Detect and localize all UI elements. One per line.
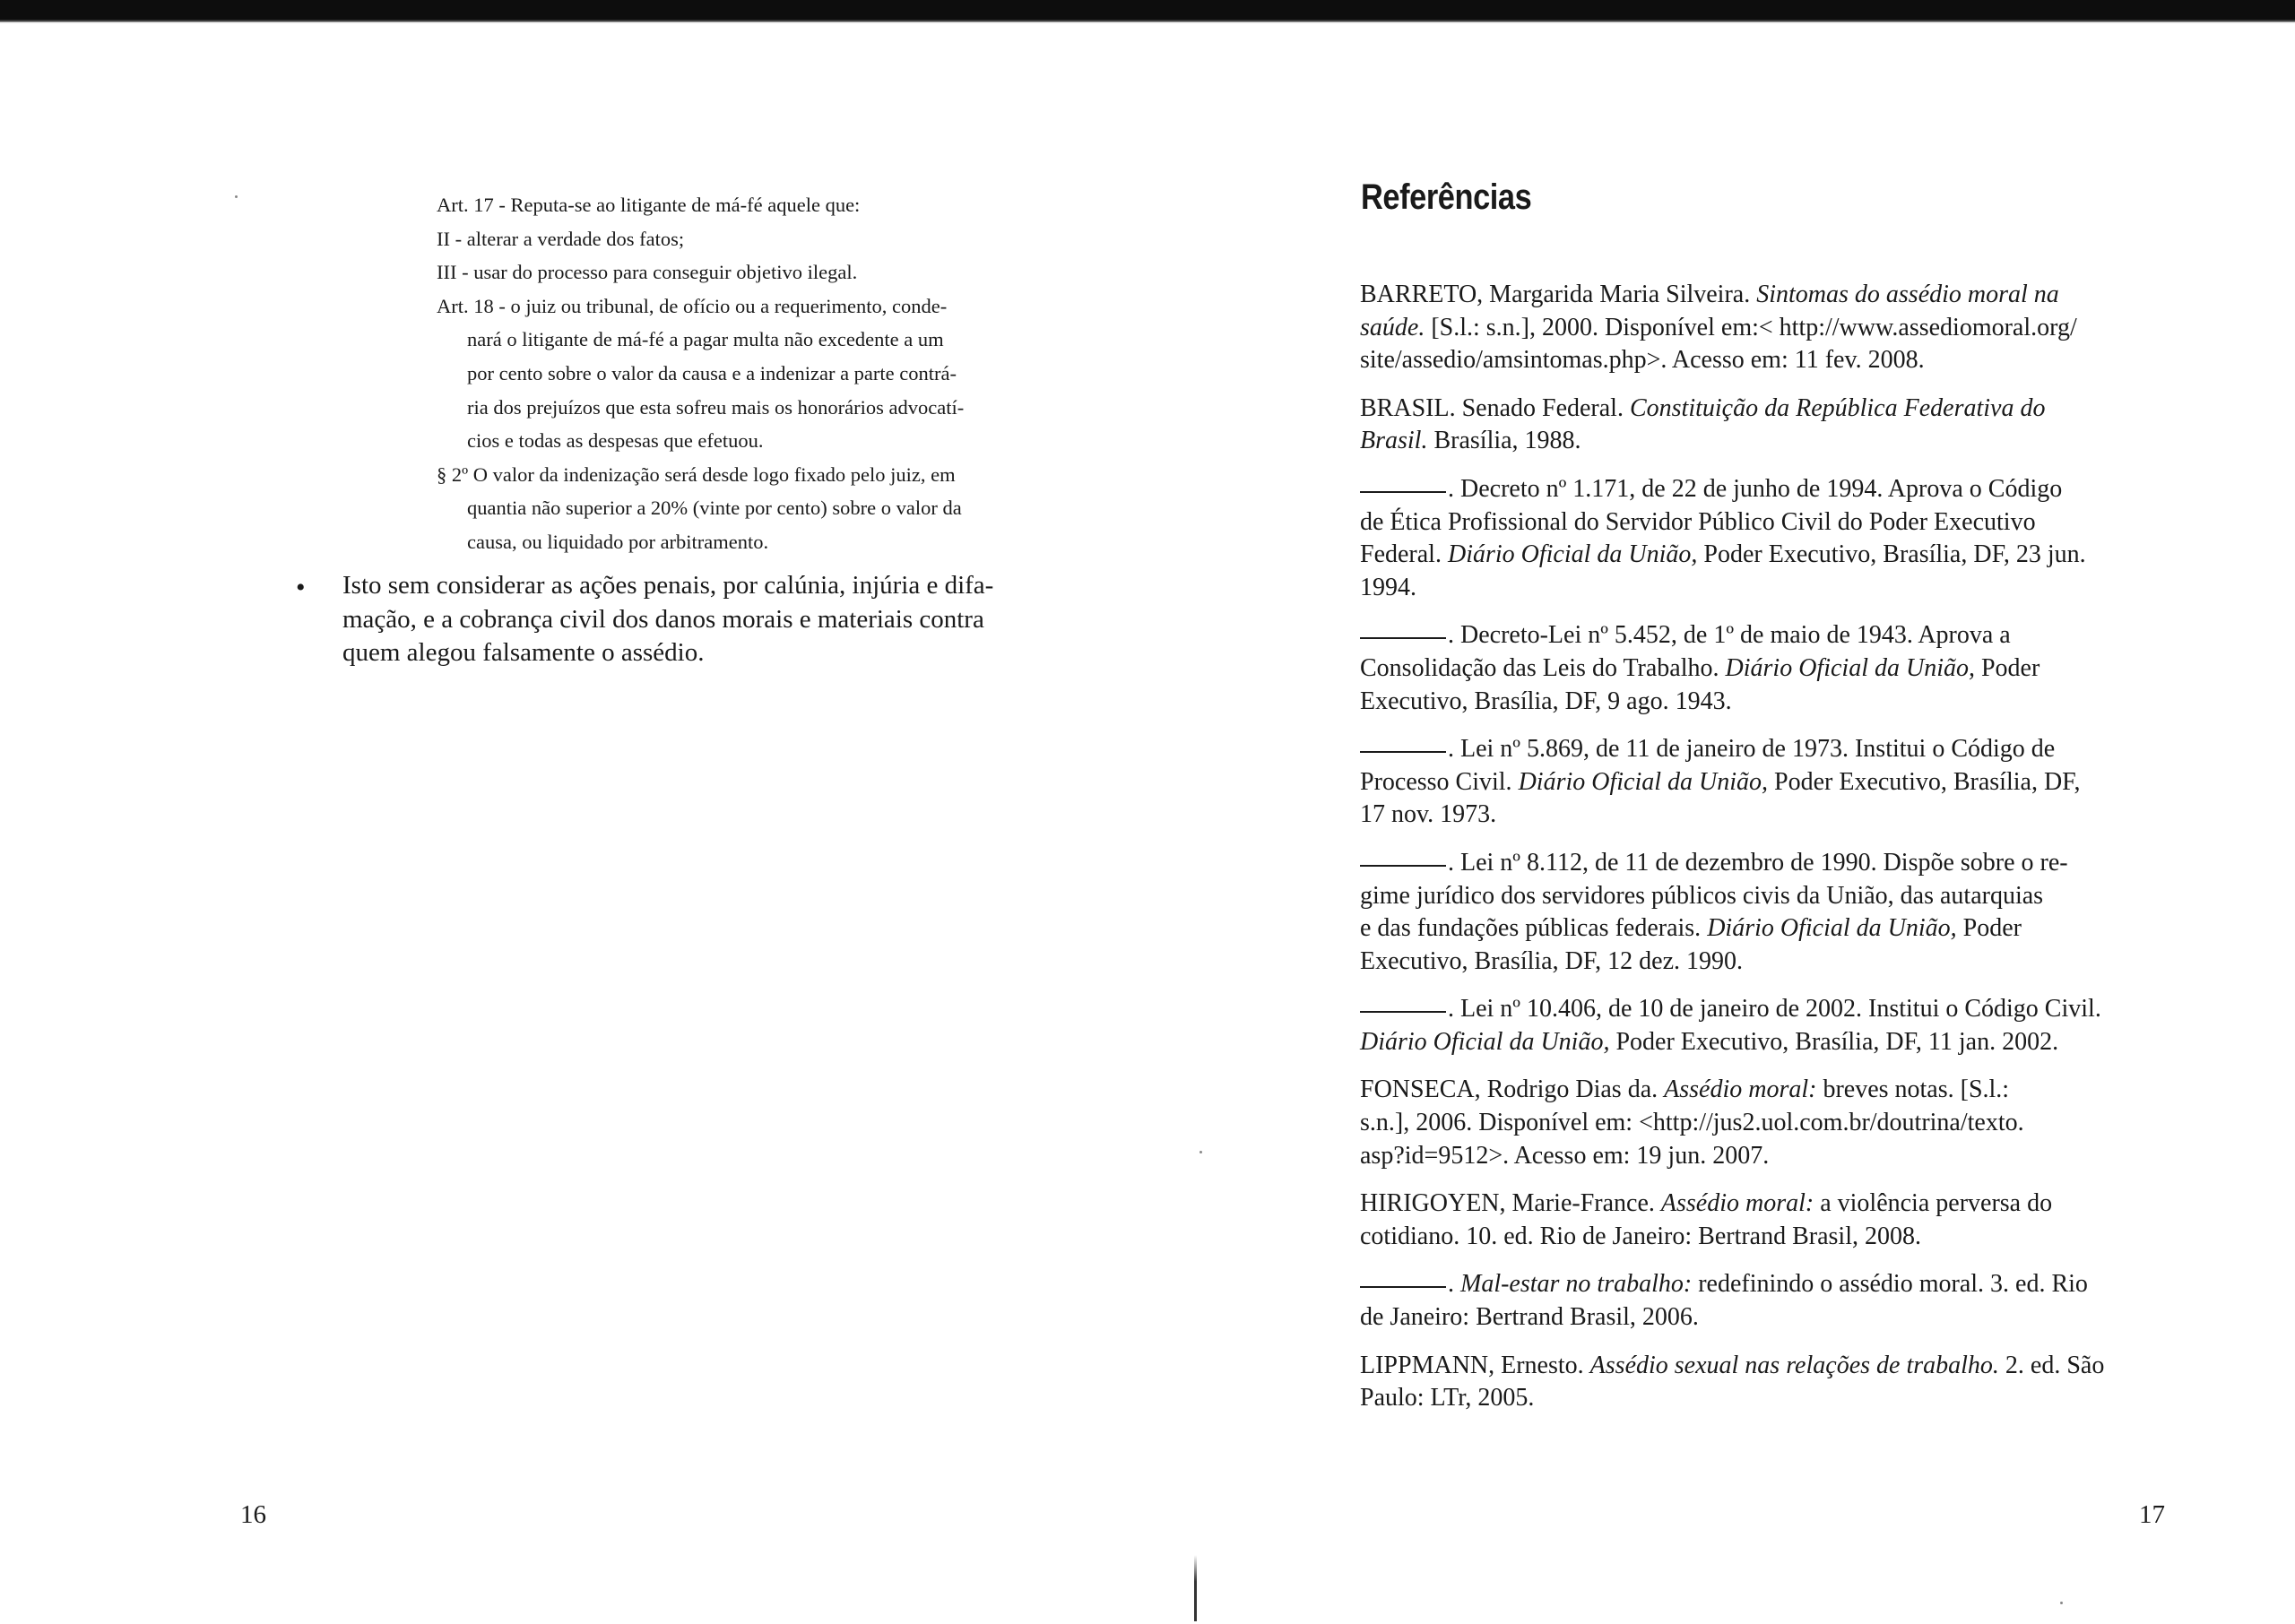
bullet-line: Isto sem considerar as ações penais, por calúnia, injúria e difa- [342,571,994,600]
reference-list [1360,279,2167,1430]
ref-text: Brasília, 1988. [1427,427,1581,455]
repeat-author-dash [1360,1011,1446,1013]
ref-title: Diário Oficial da União, [1725,653,1975,682]
ref-text: FONSECA, Rodrigo Dias da. [1360,1075,1665,1104]
ref-text: Processo Civil. [1360,767,1519,796]
ref-text: [S.l.: s.n.], 2000. Disponível em:< http://www.assediomoral.org/ [1425,313,2077,341]
ref-text: de Ética Profissional do Servidor Público Civil do Poder Executivo [1360,507,2036,536]
ref-title: Assédio sexual nas relações de trabalho. [1589,1351,1999,1379]
ref-title: Constituição da República Federativa do [1629,393,2046,422]
art18-paragraph [437,289,1064,458]
ref-text: Poder [1974,653,2040,682]
bullet-line: mação, e a cobrança civil dos danos morais e materiais contra [342,604,984,634]
ref-text: Poder Executivo, Brasília, DF, 23 jun. [1697,540,2086,569]
art18-line: nará o litigante de má-fé a pagar multa não excedente a um [467,328,944,351]
ref-text: 2. ed. São [1998,1351,2105,1379]
ref-text: s.n.], 2006. Disponível em: <http://jus2.uol.com.br/doutrina/texto. [1360,1109,2024,1137]
bullet-text [342,569,1046,670]
law-excerpt [437,188,1064,559]
ref-text: BRASIL. Senado Federal. [1360,393,1630,422]
repeat-author-dash [1360,865,1446,867]
par2-line: causa, ou liquidado por arbitramento. [467,530,769,553]
bullet-line: quem alegou falsamente o assédio. [342,638,705,667]
page-number-left: 16 [240,1500,266,1529]
repeat-author-dash [1360,751,1446,753]
ref-text: a violência perversa do [1814,1189,2053,1218]
reference-entry [1360,473,2167,604]
art17-item-iii: III - usar do processo para conseguir objetivo ilegal. [437,261,858,284]
reference-entry: . Mal-estar no trabalho: redefinindo o assédio moral. 3. ed. Rio de Janeiro: Bertrand Brasil, 2006. [1360,1268,2167,1334]
page-number-right: 17 [2139,1500,2165,1529]
ref-text: redefinindo o assédio moral. 3. ed. Rio [1692,1270,2088,1299]
ref-text: . Lei nº 5.869, de 11 de janeiro de 1973. Institui o Código de [1448,735,2056,764]
ref-text: HIRIGOYEN, Marie-France. [1360,1189,1661,1218]
ref-text: . Lei nº 10.406, de 10 de janeiro de 2002. Institui o Código Civil. [1448,995,2101,1024]
reference-entry [1360,393,2167,458]
ref-title: Assédio moral: [1660,1189,1814,1218]
ref-text: e das fundações públicas federais. [1360,914,1708,943]
ref-text: site/assedio/amsintomas.php>. Acesso em: 11 fev. 2008. [1360,346,1925,375]
reference-entry [1360,1074,2167,1172]
reference-entry [1360,619,2167,718]
ref-text: BARRETO, Margarida Maria Silveira. [1360,281,1757,308]
ref-title: Assédio moral: [1664,1075,1817,1104]
par2-line: quantia não superior a 20% (vinte por cento) sobre o valor da [467,497,962,520]
reference-entry [1360,1350,2167,1415]
ref-text: Poder Executivo, Brasília, DF, [1768,767,2081,796]
paragraph-2 [437,458,1064,559]
ref-text: cotidiano. 10. ed. Rio de Janeiro: Bertrand Brasil, 2008. [1360,1222,1921,1250]
reference-entry [1360,1188,2167,1253]
repeat-author-dash [1360,637,1446,639]
reference-entry [1360,993,2167,1058]
reference-entry [1360,847,2167,978]
ref-text: 17 nov. 1973. [1360,800,1497,829]
reference-entry [1360,733,2167,832]
ref-text: . Decreto nº 1.171, de 22 de junho de 1994. Aprova o Código [1448,474,2063,503]
ref-text: LIPPMANN, Ernesto. [1360,1351,1590,1379]
bullet-icon: • [296,573,306,602]
art18-line: ria dos prejuízos que esta sofreu mais os honorários advocatí- [467,395,965,419]
ref-text: Consolidação das Leis do Trabalho. [1360,653,1726,682]
ref-title: saúde. [1360,313,1425,341]
ref-text: Paulo: LTr, 2005. [1360,1384,1535,1412]
ref-title: Diário Oficial da União, [1360,1027,1610,1056]
art17-line: Art. 17 - Reputa-se ao litigante de má-fé aquele que: [437,194,861,216]
ref-text: . Decreto-Lei nº 5.452, de 1º de maio de 1943. Aprova a [1448,621,2011,650]
ref-text: . Lei nº 8.112, de 11 de dezembro de 1990. Dispõe sobre o re- [1448,848,2068,877]
ref-title: Sintomas do assédio moral na [1756,281,2059,308]
reference-entry [1360,279,2167,377]
scan-speck [2060,1602,2063,1604]
ref-title: Diário Oficial da União, [1447,540,1698,569]
ref-text: breves notas. [S.l.: [1816,1075,2010,1104]
ref-text: Poder [1956,914,2022,943]
ref-text: gime jurídico dos servidores públicos civis da União, das autarquias [1360,881,2044,910]
ref-text: Poder Executivo, Brasília, DF, 11 jan. 2002. [1609,1027,2059,1056]
ref-title: Diário Oficial da União, [1518,767,1769,796]
par2-line: § 2º O valor da indenização será desde logo fixado pelo juiz, em [437,462,956,486]
book-gutter-mark [1194,1555,1197,1621]
ref-text: Executivo, Brasília, DF, 9 ago. 1943. [1360,687,1732,715]
ref-title: Brasil. [1360,427,1428,455]
art18-line: Art. 18 - o juiz ou tribunal, de ofício ou a requerimento, conde- [437,294,948,317]
ref-title: Diário Oficial da União, [1707,914,1957,943]
ref-text: Federal. [1360,540,1448,569]
ref-title: Mal-estar no trabalho: [1460,1270,1693,1299]
art17-item-ii: II - alterar a verdade dos fatos; [437,227,685,250]
ref-text: asp?id=9512>. Acesso em: 19 jun. 2007. [1360,1141,1770,1170]
art18-line: cios e todas as despesas que efetuou. [467,429,764,453]
scan-speck [1199,1151,1202,1153]
art18-line: por cento sobre o valor da causa e a indenizar a parte contrá- [467,361,957,384]
ref-text: 1994. [1360,573,1416,601]
repeat-author-dash [1360,1286,1446,1288]
page-title: Referências [1361,177,1532,217]
ref-text: Executivo, Brasília, DF, 12 dez. 1990. [1360,946,1744,975]
ref-text: de Janeiro: Bertrand Brasil, 2006. [1360,1303,1699,1332]
repeat-author-dash [1360,491,1446,493]
